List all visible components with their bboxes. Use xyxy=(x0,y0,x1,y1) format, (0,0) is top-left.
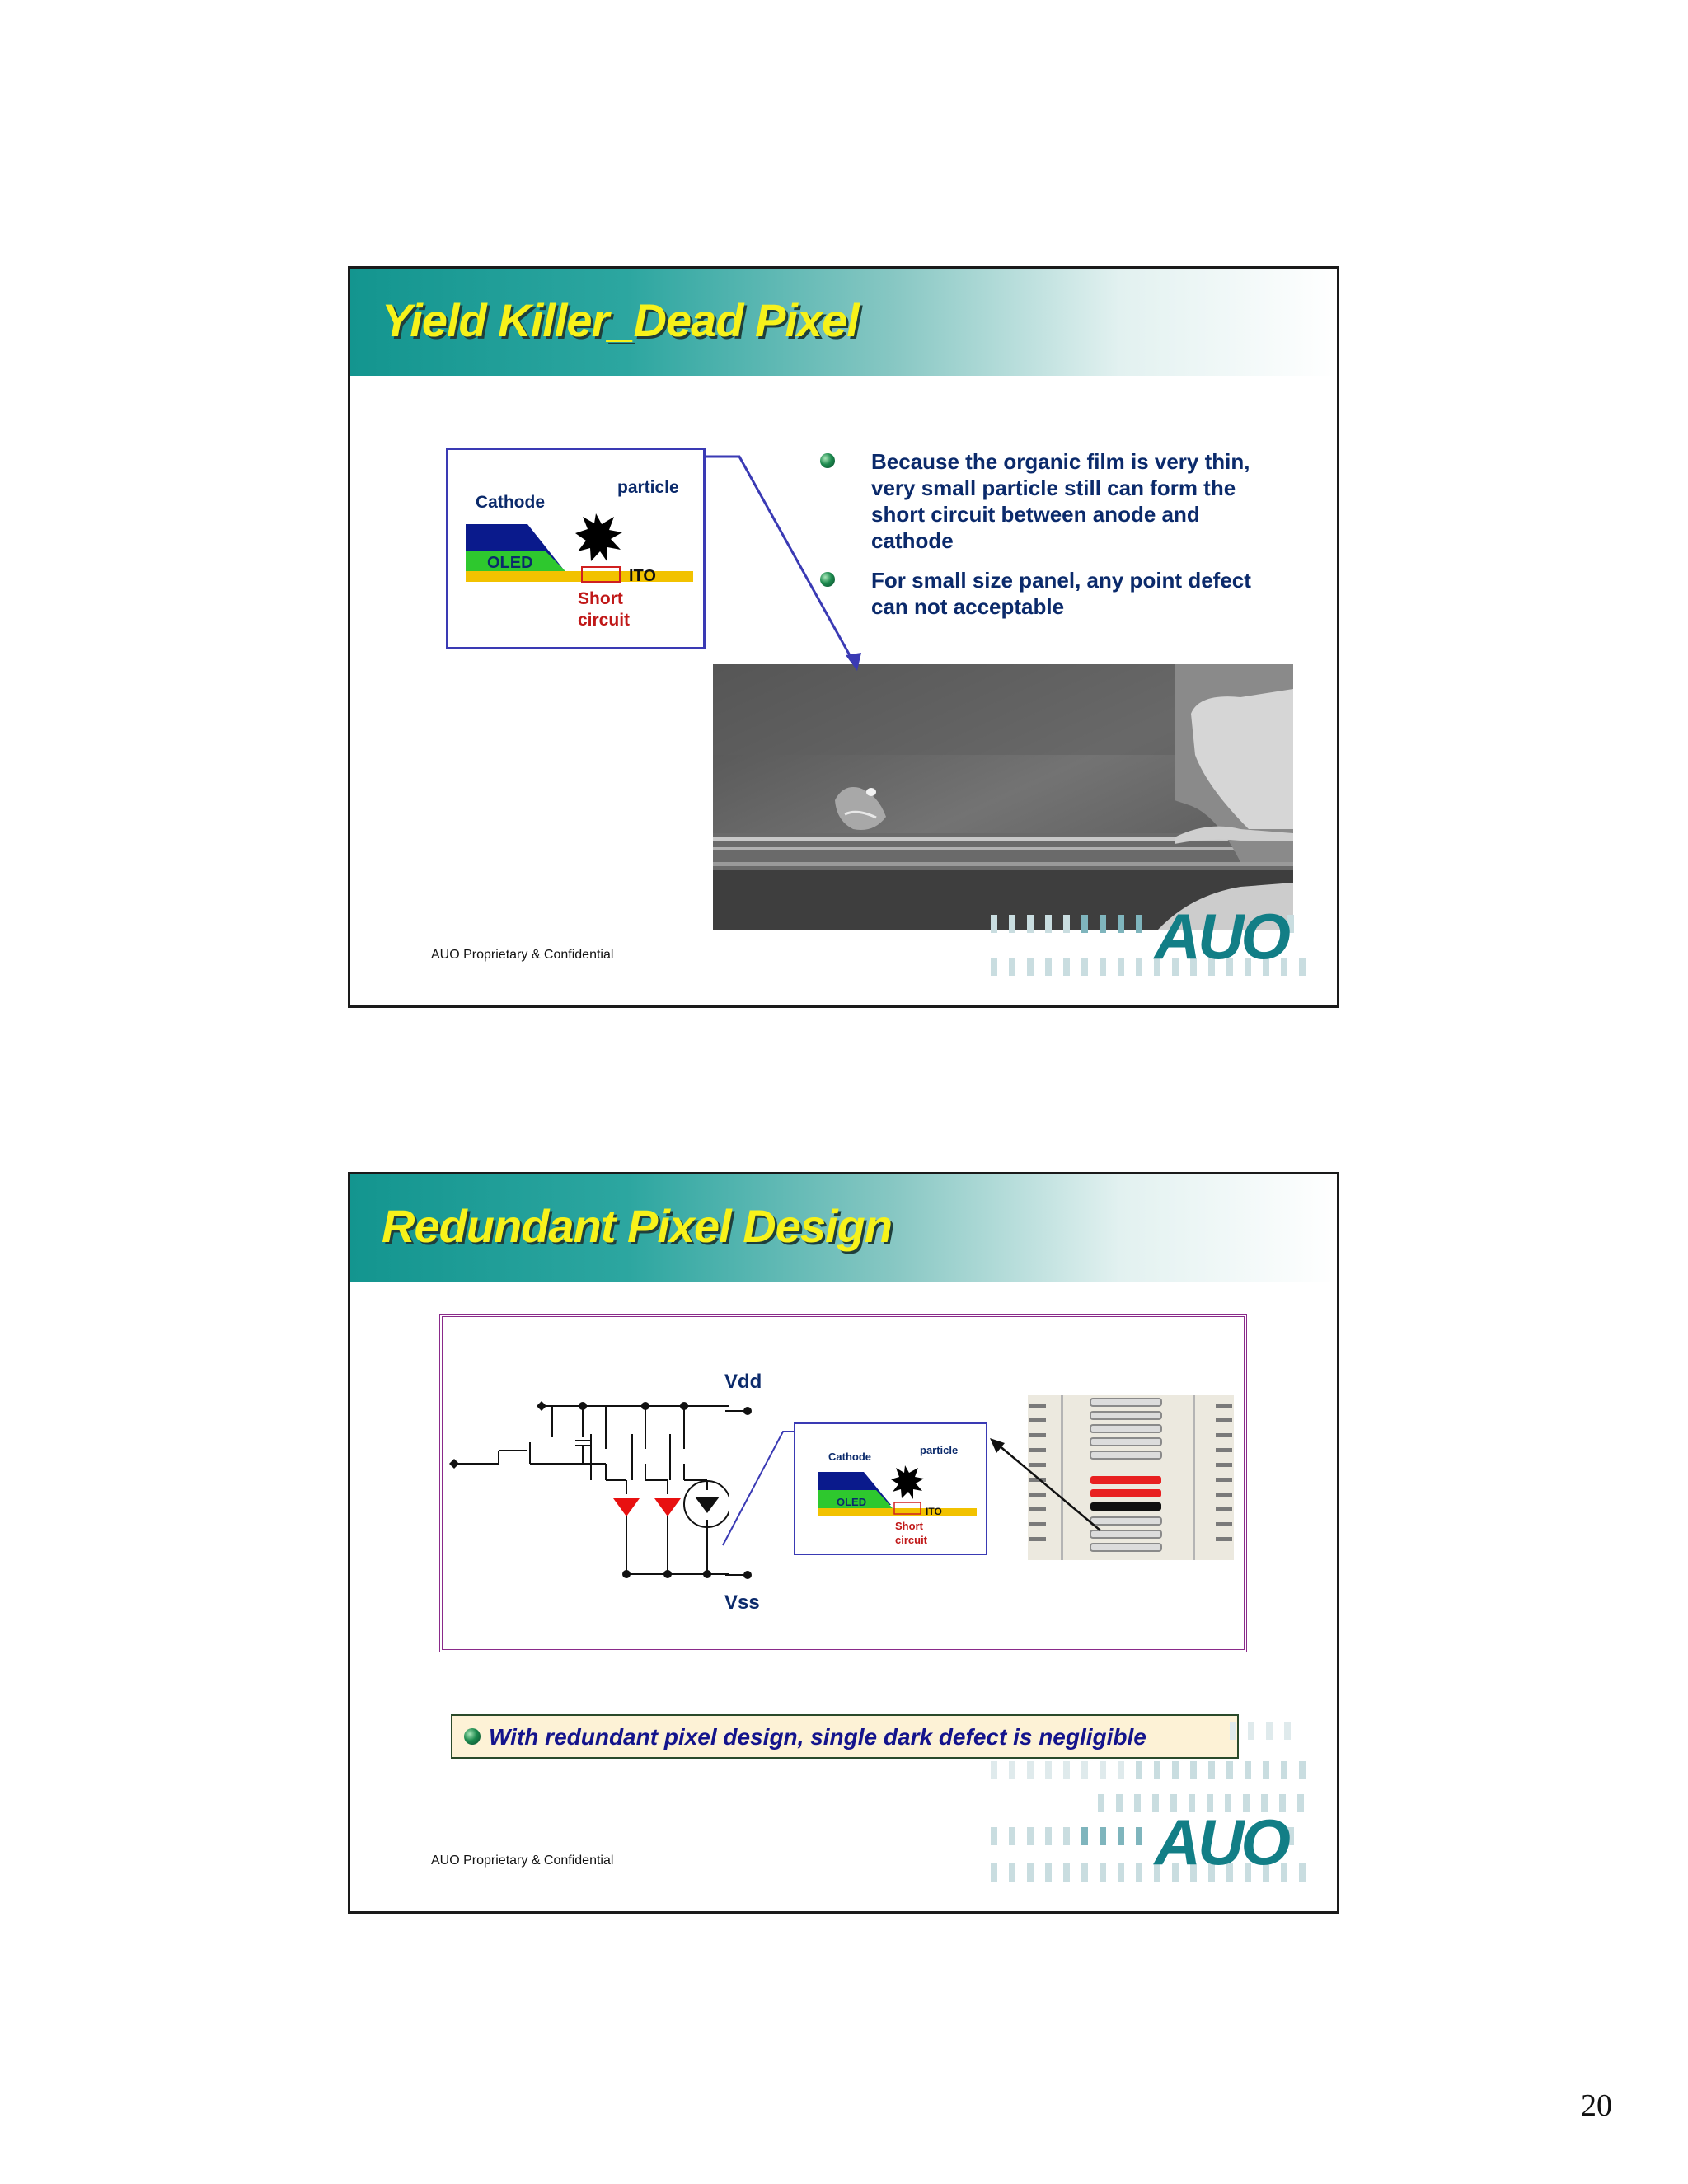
pointer-arrow xyxy=(985,1438,1109,1537)
oled-label: OLED xyxy=(487,554,533,572)
page-number: 20 xyxy=(1581,2088,1612,2123)
particle-label: particle xyxy=(617,478,679,497)
ito-layer xyxy=(466,571,693,582)
oled-label: OLED xyxy=(837,1496,867,1508)
sem-micrograph xyxy=(713,664,1293,930)
pixel-circuit-schematic xyxy=(449,1375,729,1626)
vss-label: Vss xyxy=(724,1591,760,1614)
diode-red-1 xyxy=(613,1498,640,1516)
bullet-list xyxy=(820,448,1265,633)
note-text: With redundant pixel design, single dark defect is negligible xyxy=(489,1724,1146,1750)
ito-label: ITO xyxy=(926,1506,942,1517)
particle-label: particle xyxy=(920,1444,959,1456)
short-label: Short xyxy=(895,1520,923,1532)
particle-dot xyxy=(866,788,876,796)
circuit-bus-bottom xyxy=(725,1574,747,1576)
short-label: Short xyxy=(578,589,623,608)
bullet-text: Because the organic film is very thin, very small particle still can form the short circuit between anode and cathode xyxy=(871,449,1250,553)
title-band xyxy=(350,1174,1337,1282)
title-band xyxy=(350,269,1337,376)
slide-title: Yield Killer_Dead Pixel xyxy=(382,294,859,346)
slide-title: Redundant Pixel Design xyxy=(382,1200,892,1252)
bullet-item xyxy=(820,567,1265,620)
cathode-label: Cathode xyxy=(476,493,545,512)
slide-yield-killer xyxy=(348,266,1339,1008)
slide-redundant-pixel xyxy=(348,1172,1339,1914)
footer-text: AUO Proprietary & Confidential xyxy=(431,1854,614,1868)
vdd-label: Vdd xyxy=(724,1371,762,1393)
auo-logo: AUO xyxy=(1154,900,1287,972)
bullet-item xyxy=(820,448,1265,554)
auo-logo: AUO xyxy=(1154,1806,1287,1878)
short-circuit-diagram xyxy=(446,448,706,650)
globe-bullet-icon xyxy=(820,572,835,587)
cathode-label: Cathode xyxy=(828,1451,871,1463)
arrow-head-icon xyxy=(990,1438,1005,1453)
ito-label: ITO xyxy=(629,567,656,585)
bullet-text: For small size panel, any point defect can not acceptable xyxy=(871,568,1251,619)
circuit-bus-top xyxy=(725,1410,747,1412)
diode-red-2 xyxy=(654,1498,681,1516)
globe-bullet-icon xyxy=(820,453,835,468)
arrow-head-icon xyxy=(846,653,861,671)
circuit-label: circuit xyxy=(578,611,631,630)
connector-line xyxy=(721,1430,804,1554)
globe-bullet-icon xyxy=(464,1728,481,1745)
short-circuit-diagram-small xyxy=(794,1422,988,1556)
circuit-label: circuit xyxy=(895,1534,928,1546)
footer-text: AUO Proprietary & Confidential xyxy=(431,948,614,962)
